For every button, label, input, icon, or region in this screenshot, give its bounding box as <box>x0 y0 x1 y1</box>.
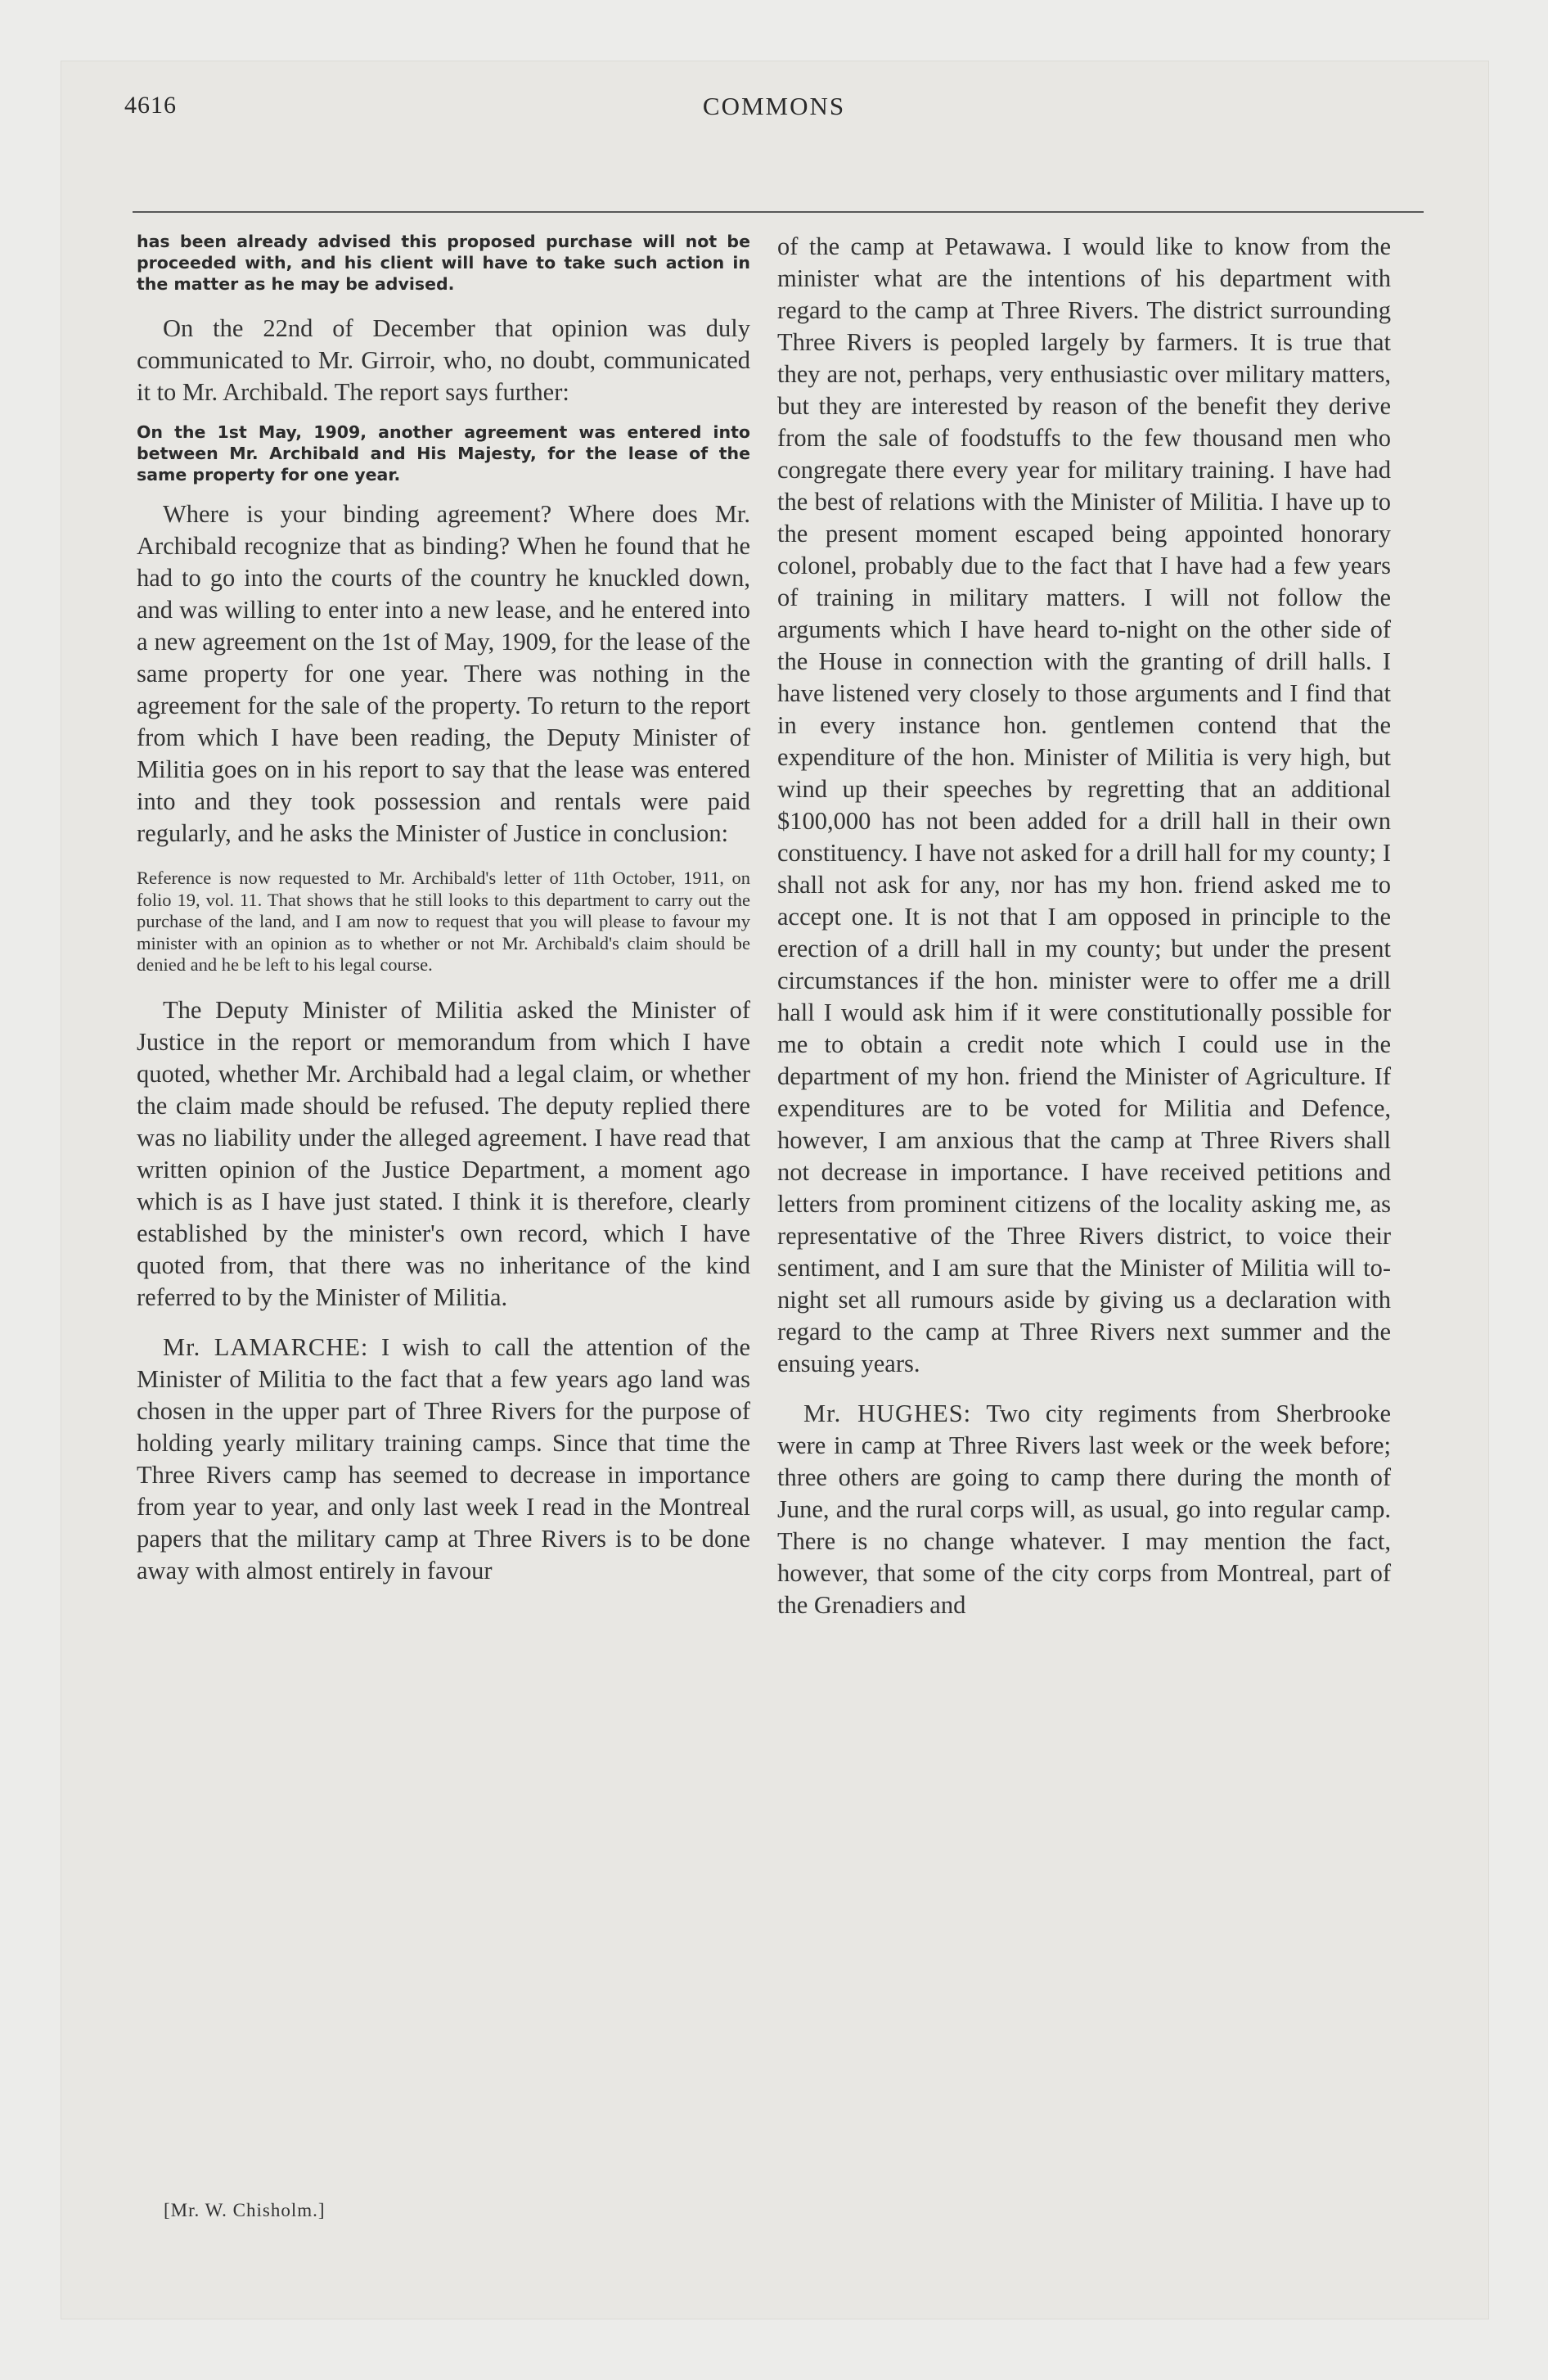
quoted-extract: has been already advised this proposed purchase will not be proceeded with, and his client will have to take such action in the matter as he may be advised. <box>137 232 750 294</box>
quoted-extract: On the 1st May, 1909, another agreement was entered into between Mr. Archibald and His Majesty, for the lease of the same property for one year. <box>137 422 750 485</box>
header-rule <box>133 211 1424 213</box>
speaker-name: Mr. LAMARCHE: <box>163 1332 369 1361</box>
paragraph: Where is your binding agreement? Where does Mr. Archibald recognize that as binding? When he found that he had to go into the courts of the country he knuckled down, and was willing to enter into a new lease, and he entered into a new agreement on the 1st of May, 1909, for the lease of the same property for one year. There was nothing in the agreement for the sale of the property. To return to the report from which I have been reading, the Deputy Minister of Militia goes on in his report to say that the lease was entered into and they took possession and rentals were paid regularly, and he asks the Minister of Justice in conclusion: <box>137 500 750 847</box>
page-header <box>124 92 1424 128</box>
footer-note: [Mr. W. Chisholm.] <box>164 2200 326 2220</box>
paragraph: On the 22nd of December that opinion was duly communicated to Mr. Girroir, who, no doubt, communicated it to Mr. Archibald. The report says further: <box>137 314 750 406</box>
quoted-extract: Reference is now requested to Mr. Archibald's letter of 11th October, 1911, on folio 19, vol. 11. That shows that he still looks to this department to carry out the purchase of the land, and I am now to request that you will please to favour my minister with an opinion as to whether or not Mr. Archibald's claim should be denied and he be left to his legal course. <box>137 868 750 975</box>
section-title: COMMONS <box>702 92 846 120</box>
left-column <box>137 231 750 1587</box>
speech-paragraph <box>137 1332 750 1587</box>
right-column <box>777 231 1391 1621</box>
speech-text: Two city regiments from Sherbrooke were in camp at Three Rivers last week or the week before; three others are going to camp there during the month of June, and the rural corps will, as usual, go into regular camp. There is no change whatever. I may mention the fact, however, that some of the city corps from Montreal, part of the Grenadiers and <box>777 1400 1391 1619</box>
speaker-name: Mr. HUGHES: <box>803 1400 972 1427</box>
paragraph: of the camp at Petawawa. I would like to know from the minister what are the intentions of his department with regard to the camp at Three Rivers. The district surrounding Three Rivers is peopled largely by farmers. It is true that they are not, perhaps, very enthusiastic over military matters, but they are interested by reason of the benefit they derive from the sale of foodstuffs to the few thousand men who congregate there every year for military training. I have had the best of relations with the Minister of Militia. I have up to the present moment escaped being appointed honorary colonel, probably due to the fact that I have had a few years of training in military matters. I will not follow the arguments which I have heard to-night on the other side of the House in connection with the granting of drill halls. I have listened very closely to those arguments and I find that in every instance hon. gentlemen contend that the expenditure of the hon. Minister of Militia is very high, but wind up their speeches by regretting that an additional $100,000 has not been added for a drill hall in their own constituency. I have not asked for a drill hall for my county; I shall not ask for any, nor has my hon. friend asked me to accept one. It is not that I am opposed in principle to the erection of a drill hall in my county; but under the present circumstances if the hon. minister were to offer me a drill hall I would ask him if it were constitutionally possible for me to obtain a credit note which I could use in the department of my hon. friend the Minister of Agriculture. If expenditures are to be voted for Militia and Defence, however, I am anxious that the camp at Three Rivers shall not decrease in importance. I have received petitions and letters from prominent citizens of the locality asking me, as representative of the Three Rivers district, to voice their sentiment, and I am sure that the Minister of Militia will to-night set all rumours aside by giving us a declaration with regard to the camp at Three Rivers next summer and the ensuing years. <box>777 232 1391 1377</box>
speech-paragraph <box>777 1398 1391 1621</box>
speech-text: I wish to call the attention of the Minister of Militia to the fact that a few years ago land was chosen in the upper part of Three Rivers for the purpose of holding yearly military training camps. Since that time the Three Rivers camp has seemed to decrease in importance from year to year, and only last week I read in the Montreal papers that the military camp at Three Rivers is to be done away with almost entirely in favour <box>137 1332 751 1584</box>
page-number: 4616 <box>124 92 177 119</box>
paragraph: The Deputy Minister of Militia asked the Minister of Justice in the report or memorandum from which I have quoted, whether Mr. Archibald had a legal claim, or whether the claim made should be refused. The deputy replied there was no liability under the alleged agreement. I have read that written opinion of the Justice Department, a moment ago which is as I have just stated. I think it is therefore, clearly established by the minister's own record, which I have quoted from, that there was no inheritance of the kind referred to by the Minister of Militia. <box>137 995 750 1311</box>
